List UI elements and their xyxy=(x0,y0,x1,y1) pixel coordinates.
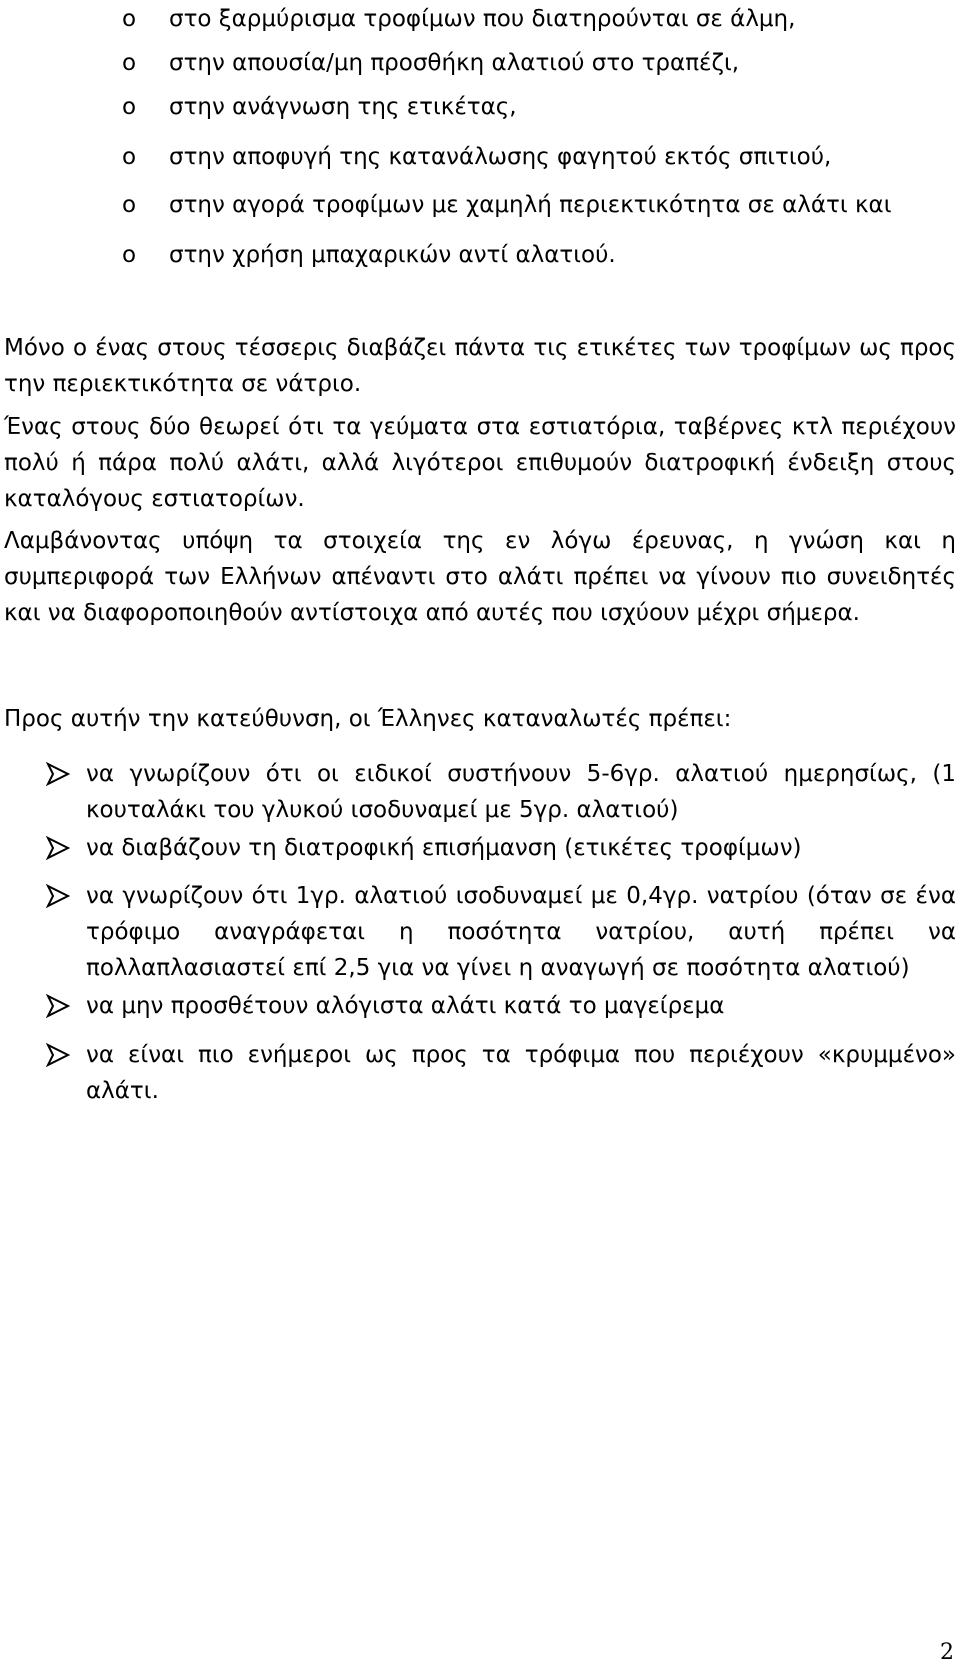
paragraph: Προς αυτήν την κατεύθυνση, οι Έλληνες καταναλωτές πρέπει: xyxy=(4,706,732,732)
circle-bullet-icon: o xyxy=(122,6,137,32)
list-item xyxy=(0,44,960,94)
arrowhead-bullet-icon xyxy=(46,884,70,908)
list-item-text: να γνωρίζουν ότι οι ειδικοί συστήνουν 5-6γρ. αλατιού ημερησίως, (1 κουταλάκι του γλυκού ισοδυναμεί με 5γρ. αλατιού) xyxy=(86,761,956,823)
circle-bullet-icon: o xyxy=(122,242,137,268)
list-item xyxy=(0,186,960,236)
list-item-text: στην αγορά τροφίμων με χαμηλή περιεκτικότητα σε αλάτι και xyxy=(169,192,892,218)
list-item-text: να είναι πιο ενήμεροι ως προς τα τρόφιμα που περιέχουν «κρυμμένο» αλάτι. xyxy=(86,1042,956,1104)
list-item-text: να μην προσθέτουν αλόγιστα αλάτι κατά το μαγείρεμα xyxy=(86,993,725,1019)
list-item-text: στην αποφυγή της κατανάλωσης φαγητού εκτός σπιτιού, xyxy=(169,144,832,170)
list-item-text: στην ανάγνωση της ετικέτας, xyxy=(169,94,517,120)
list-item-text: να διαβάζουν τη διατροφική επισήμανση (ετικέτες τροφίμων) xyxy=(86,835,802,861)
arrowhead-bullet-icon xyxy=(46,994,70,1018)
list-item-text: να γνωρίζουν ότι 1γρ. αλατιού ισοδυναμεί με 0,4γρ. νατρίου (όταν σε ένα τρόφιμο αναγράφεται η ποσότητα νατρίου, αυτή πρέπει να πολλαπλασιαστεί επί 2,5 για να γίνει η αναγωγή σε ποσότητα αλατιού) xyxy=(86,883,956,981)
list-item-text: στο ξαρμύρισμα τροφίμων που διατηρούνται σε άλμη, xyxy=(169,6,796,32)
circle-bullet-icon: o xyxy=(122,192,137,218)
arrowhead-bullet-icon xyxy=(46,836,70,860)
list-item xyxy=(0,236,960,286)
paragraph: Λαμβάνοντας υπόψη τα στοιχεία της εν λόγω έρευνας, η γνώση και η συμπεριφορά των Ελλήνων απέναντι στο αλάτι πρέπει να γίνουν πιο συνειδητές και να διαφοροποιηθούν αντίστοιχα από αυτές που ισχύουν μέχρι σήμερα. xyxy=(4,528,956,626)
list-item-text: στην χρήση μπαχαρικών αντί αλατιού. xyxy=(169,242,616,268)
arrowhead-bullet-icon xyxy=(46,762,70,786)
paragraph: Μόνο ο ένας στους τέσσερις διαβάζει πάντα τις ετικέτες των τροφίμων ως προς την περιεκτικότητα σε νάτριο. xyxy=(4,335,956,397)
list-item xyxy=(0,88,960,138)
list-item-text: στην απουσία/μη προσθήκη αλατιού στο τραπέζι, xyxy=(169,50,740,76)
arrowhead-bullet-icon xyxy=(46,1043,70,1067)
circle-bullet-icon: o xyxy=(122,94,137,120)
circle-bullet-icon: o xyxy=(122,50,137,76)
page-number: 2 xyxy=(940,1640,954,1665)
circle-bullet-icon: o xyxy=(122,144,137,170)
list-item xyxy=(0,138,960,188)
list-item xyxy=(0,0,960,50)
paragraph: Ένας στους δύο θεωρεί ότι τα γεύματα στα εστιατόρια, ταβέρνες κτλ περιέχουν πολύ ή πάρα πολύ αλάτι, αλλά λιγότεροι επιθυμούν διατροφική ένδειξη στους καταλόγους εστιατορίων. xyxy=(4,414,956,512)
